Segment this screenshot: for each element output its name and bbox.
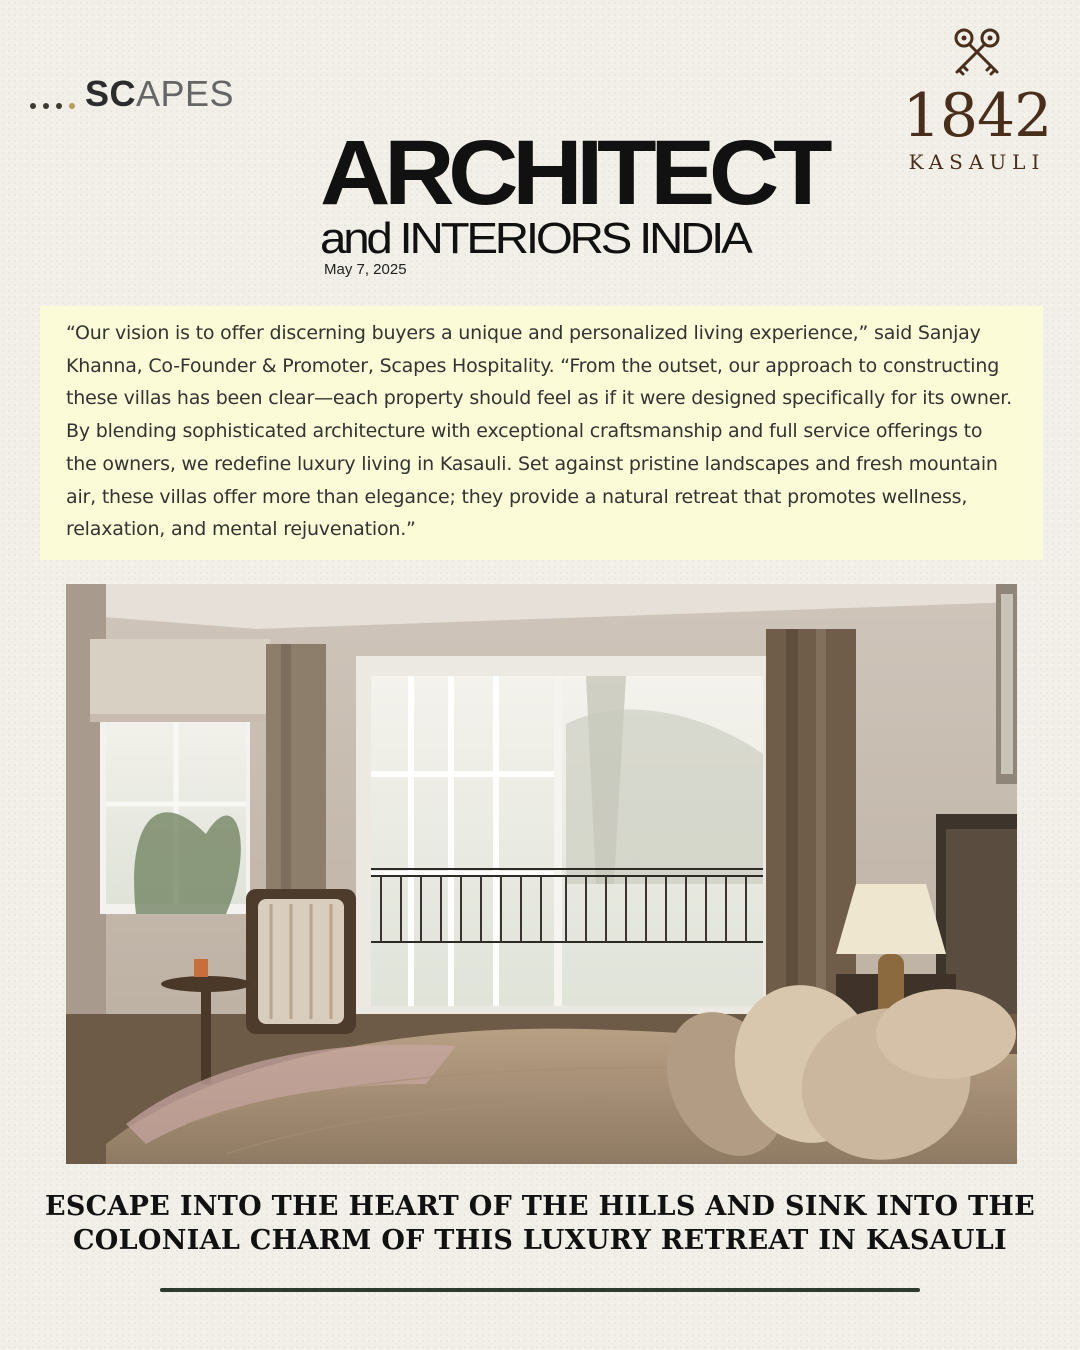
quote-text: “Our vision is to offer discerning buyers a unique and personalized living experience,” said Sanjay Khanna, Co-Founder & Promoter, Scapes Hospitality. “From the outset, our approach to constructing these villas has been clear—each property should feel as if it were designed specifically for its owner. By blending sophisticated architecture with exceptional craftsmanship and full service offerings to the owners, we redefine luxury living in Kasauli. Set against pristine landscapes and fresh mountain air, these villas offer more than elegance; they provide a natural retreat that promotes wellness, relaxation, and mental rejuvenation.” [66,322,1012,541]
property-name: KASAULI [908,150,1046,174]
bedroom-illustration [66,584,1017,1164]
headline-line1: ESCAPE INTO THE HEART OF THE HILLS AND SINK INTO THE [44,1191,1036,1222]
publication-title-line1: ARCHITECT [320,122,827,224]
publication-masthead [320,122,827,263]
kasauli-logo [892,26,1062,174]
scapes-logo [30,74,234,114]
bedroom-photo [66,584,1017,1164]
quote-box [40,306,1043,560]
scapes-dots-icon [30,79,75,109]
divider [160,1288,920,1292]
headline [20,1190,1060,1258]
crossed-keys-icon [947,26,1007,78]
headline-line2: COLONIAL CHARM OF THIS LUXURY RETREAT IN KASAULI [72,1225,1007,1256]
publication-title-line2: and INTERIORS INDIA [320,213,750,263]
scapes-wordmark: SCAPES [85,73,235,114]
publication-date: May 7, 2025 [324,261,407,278]
property-year: 1842 [902,81,1052,151]
